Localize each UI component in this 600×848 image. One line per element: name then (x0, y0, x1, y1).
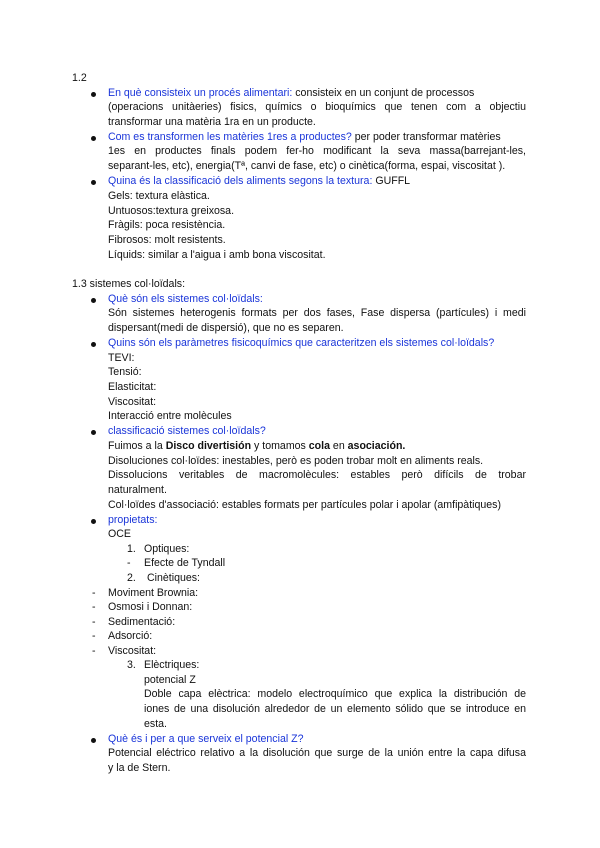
list-number: 2. (127, 572, 136, 584)
property-item: Moviment Brownia: (108, 587, 199, 599)
answer-text: dispersant(medi de dispersió), que no es separen. (108, 322, 344, 334)
parameter-item: Interacció entre molècules (108, 410, 232, 422)
question-text: Com es transformen les matèries 1res a productes? (108, 131, 352, 143)
property-item: Adsorció: (108, 630, 153, 642)
classification-item: Col·loïdes d'associació: estables formats per partícules polar i apolar (amfipàtiques) (108, 499, 501, 511)
parameter-item: Tensió: (108, 366, 142, 378)
mnemonic-bold: Disco divertisión (165, 440, 252, 452)
dash-icon: - (92, 587, 96, 599)
mnemonic-bold: cola (308, 440, 330, 452)
property-item: Sedimentació: (108, 616, 176, 628)
answer-text: Potencial eléctrico relativo a la disolución que surge de la unión entre la capa difusa (108, 747, 526, 759)
section-heading-1-3: 1.3 sistemes col·loïdals: (72, 278, 186, 290)
qa-item (108, 175, 410, 188)
classification-item: naturalment. (108, 484, 167, 496)
property-item: Viscositat: (108, 645, 157, 657)
mnemonic-part: Fuimos a la (108, 440, 166, 452)
classification-item: Dissolucions veritables de macromolècules: estables però difícils de trobar (108, 469, 526, 481)
mnemonic-line (108, 440, 405, 453)
answer-text: GUFFL (372, 175, 411, 187)
texture-type: Gels: textura elàstica. (108, 190, 210, 202)
question-text: Què són els sistemes col·loïdals: (108, 293, 263, 305)
property-heading: Elèctriques: (144, 659, 200, 671)
bullet-icon (91, 92, 96, 97)
parameter-item: Elasticitat: (108, 381, 157, 393)
dash-icon: - (92, 601, 96, 613)
property-item: iones de una disolución alrededor de un elemento sólido que se introduce en (144, 703, 526, 715)
property-item: Osmosi i Donnan: (108, 601, 193, 613)
property-item: esta. (144, 718, 167, 730)
question-text: Què és i per a que serveix el potencial Z? (108, 733, 304, 745)
texture-type: Líquids: similar a l'aigua i amb bona viscositat. (108, 249, 326, 261)
section-heading-1-2: 1.2 (72, 72, 87, 84)
bullet-icon (91, 342, 96, 347)
mnemonic-oce: OCE (108, 528, 131, 540)
texture-type: Fibrosos: molt resistents. (108, 234, 226, 246)
answer-text: per poder transformar matèries (351, 131, 501, 143)
dash-icon: - (92, 645, 96, 657)
property-heading: Optiques: (144, 543, 190, 555)
list-number: 3. (127, 659, 136, 671)
bullet-icon (91, 136, 96, 141)
bullet-icon (91, 430, 96, 435)
answer-text: separant-les, etc), energia(Tª, canvi de fase, etc) o cinètica(forma, espai, viscositat ). (108, 160, 506, 172)
mnemonic-part: en (329, 440, 348, 452)
parameter-item: Viscositat: (108, 396, 157, 408)
mnemonic-part: y tomamos (251, 440, 309, 452)
classification-item: Disoluciones col·loïdes: inestables, però es poden trobar molt en aliments reals. (108, 455, 484, 467)
property-heading: Cinètiques: (147, 572, 200, 584)
answer-text: y la de Stern. (108, 762, 171, 774)
list-number: 1. (127, 543, 136, 555)
question-text: classificació sistemes col·loïdals? (108, 425, 266, 437)
mnemonic-bold: asociación. (347, 440, 406, 452)
texture-type: Untuosos:textura greixosa. (108, 205, 235, 217)
dash-icon: - (127, 557, 131, 569)
bullet-icon (91, 180, 96, 185)
property-item: Doble capa elèctrica: modelo electroquímico que explica la distribución de (144, 688, 526, 700)
answer-text: Són sistemes heterogenis formats per dos fases, Fase dispersa (partícules) i medi (108, 307, 526, 319)
answer-text: transformar una matèria 1ra en un producte. (108, 116, 316, 128)
qa-item (108, 131, 501, 144)
bullet-icon (91, 519, 96, 524)
answer-text: (operacions unitàeries) fisics, químics o bioquímics que tenen com a objectiu (108, 101, 526, 113)
question-text: Quina és la classificació dels aliments segons la textura: (108, 175, 373, 187)
bullet-icon (91, 738, 96, 743)
property-item: potencial Z (144, 674, 196, 686)
bullet-icon (91, 298, 96, 303)
answer-text: 1es en productes finals podem fer-ho modificant la seva massa(barrejant-les, (108, 145, 526, 157)
parameter-item: TEVI: (108, 352, 135, 364)
dash-icon: - (92, 630, 96, 642)
qa-item (108, 87, 474, 100)
texture-type: Fràgils: poca resistència. (108, 219, 226, 231)
property-item: Efecte de Tyndall (144, 557, 226, 569)
question-text: propietats: (108, 514, 158, 526)
question-text: Quins són els paràmetres fisicoquímics que caracteritzen els sistemes col·loïdals? (108, 337, 495, 349)
dash-icon: - (92, 616, 96, 628)
answer-text: consisteix en un conjunt de processos (292, 87, 475, 99)
question-text: En què consisteix un procés alimentari: (108, 87, 293, 99)
